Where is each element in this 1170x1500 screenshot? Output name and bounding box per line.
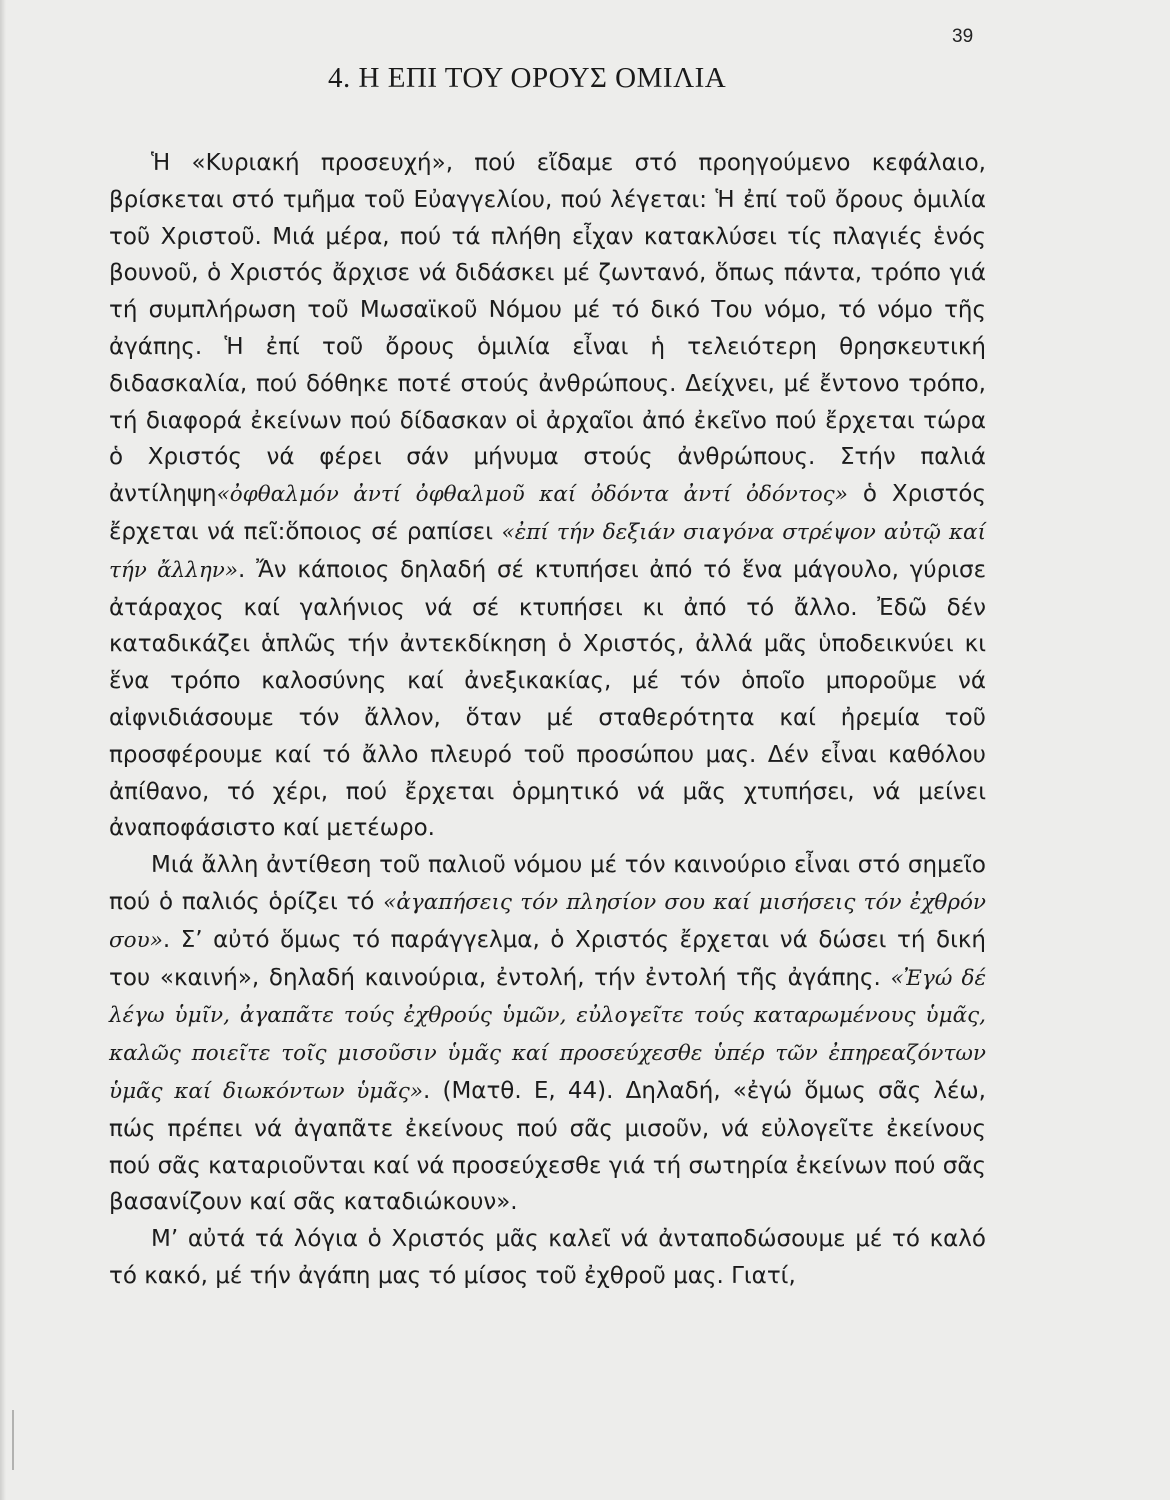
paragraph-2-text-a: Μιά ἄλλη ἀντίθεση τοῦ παλιοῦ νόμου μέ τόν καινούριο εἶναι στό σημεῖο πού ὁ παλιός ὁρίζει τό	[109, 852, 986, 915]
quote-love-enemies: «Ἐγώ δέ λέγω ὑμῖν, ἀγαπᾶτε τούς ἐχθρούς ὑμῶν, εὐλογεῖτε τούς καταρωμένους ὑμᾶς, καλῶς ποιεῖτε τοῖς μισοῦσιν ὑμᾶς καί προσεύχεσθε ὑπέρ τῶν ἐπηρεαζόντων ὑμᾶς καί διωκόντων ὑμᾶς»	[109, 965, 986, 1104]
page-edge-shadow	[0, 0, 6, 1500]
paragraph-1	[109, 145, 986, 847]
paragraph-2-text-c: . (Ματθ. Ε, 44). Δηλαδή, «ἐγώ ὅμως σᾶς λέω, πώς πρέπει νά ἀγαπᾶτε ἐκείνους πού σᾶς μισοῦν, νά εὐλογεῖτε ἐκείνους πού σᾶς καταριοῦνται καί νά προσεύχεσθε γιά τή σωτηρία ἐκείνων πού σᾶς βασανίζουν καί σᾶς καταδιώκουν».	[109, 1077, 986, 1216]
chapter-title: 4. Η ΕΠΙ ΤΟΥ ΟΡΟΥΣ ΟΜΙΛΙΑ	[328, 62, 727, 94]
paragraph-1-text-c: . Ἄν κάποιος δηλαδή σέ κτυπήσει ἀπό τό ἕνα μάγουλο, γύρισε ἀτάραχος καί γαλήνιος νά σέ κτυπήσει κι ἀπό τό ἄλλο. Ἐδῶ δέν καταδικάζει ἁπλῶς τήν ἀντεκδίκηση ὁ Χριστός, ἀλλά μᾶς ὑποδεικνύει κι ἕνα τρόπο καλοσύνης καί ἀνεξικακίας, μέ τόν ὁποῖο μποροῦμε νά αἰφνιδιάσουμε τόν ἄλλον, ὅταν μέ σταθερότητα καί ἠρεμία τοῦ προσφέρουμε καί τό ἄλλο πλευρό τοῦ προσώπου μας. Δέν εἶναι καθόλου ἀπίθανο, τό χέρι, πού ἔρχεται ὁρμητικό νά μᾶς χτυπήσει, νά μείνει ἀναποφάσιστο καί μετέωρο.	[109, 556, 987, 842]
paragraph-1-text-a: Ἡ «Κυριακή προσευχή», πού εἴδαμε στό προηγούμενο κεφάλαιο, βρίσκεται στό τμῆμα τοῦ Εὐαγγελίου, πού λέγεται: Ἡ ἐπί τοῦ ὄρους ὁμιλία τοῦ Χριστοῦ. Μιά μέρα, πού τά πλήθη εἶχαν κατακλύσει τίς πλαγιές ἑνός βουνοῦ, ὁ Χριστός ἄρχισε νά διδάσκει μέ ζωντανό, ὅπως πάντα, τρόπο γιά τή συμπλήρωση τοῦ Μωσαϊκοῦ Νόμου μέ τό δικό Του νόμο, τό νόμο τῆς ἀγάπης. Ἡ ἐπί τοῦ ὄρους ὁμιλία εἶναι ἡ τελειότερη θρησκευτική διδασκαλία, πού δόθηκε ποτέ στούς ἀνθρώπους. Δείχνει, μέ ἔντονο τρόπο, τή διαφορά ἐκείνων πού δίδασκαν οἱ ἀρχαῖοι ἀπό ἐκεῖνο πού ἔρχεται τώρα ὁ Χριστός νά φέρει σάν μήνυμα στούς ἀνθρώπους. Στήν παλιά ἀντίληψη	[109, 150, 986, 508]
quote-eye-for-eye: «ὀφθαλμόν ἀντί ὀφθαλμοῦ καί ὀδόντα ἀντί ὀδόντος»	[216, 482, 848, 508]
body-text	[109, 145, 986, 1295]
page-number: 39	[952, 26, 974, 47]
quote-love-neighbor: «ἀγαπήσεις τόν πλησίον σου καί μισήσεις τόν ἐχθρόν σου»	[109, 889, 986, 953]
paragraph-2	[109, 847, 986, 1221]
margin-mark	[12, 1410, 14, 1470]
paragraph-3: Μ’ αὐτά τά λόγια ὁ Χριστός μᾶς καλεῖ νά ἀνταποδώσουμε μέ τό καλό τό κακό, μέ τήν ἀγάπη μας τό μίσος τοῦ ἐχθροῦ μας. Γιατί,	[109, 1226, 986, 1289]
paragraph-2-text-b: . Σ’ αὐτό ὅμως τό παράγγελμα, ὁ Χριστός ἔρχεται νά δώσει τή δική του «καινή», δηλαδή καινούρια, ἐντολή, τήν ἐντολή τῆς ἀγάπης.	[109, 926, 986, 991]
paragraph-1-text-b: ὁ Χριστός ἔρχεται νά πεῖ:ὅποιος σέ ραπίσει	[109, 481, 987, 545]
quote-turn-other-cheek: «ἐπί τήν δεξιάν σιαγόνα στρέψον αὐτῷ καί τήν ἄλλην»	[109, 519, 986, 583]
